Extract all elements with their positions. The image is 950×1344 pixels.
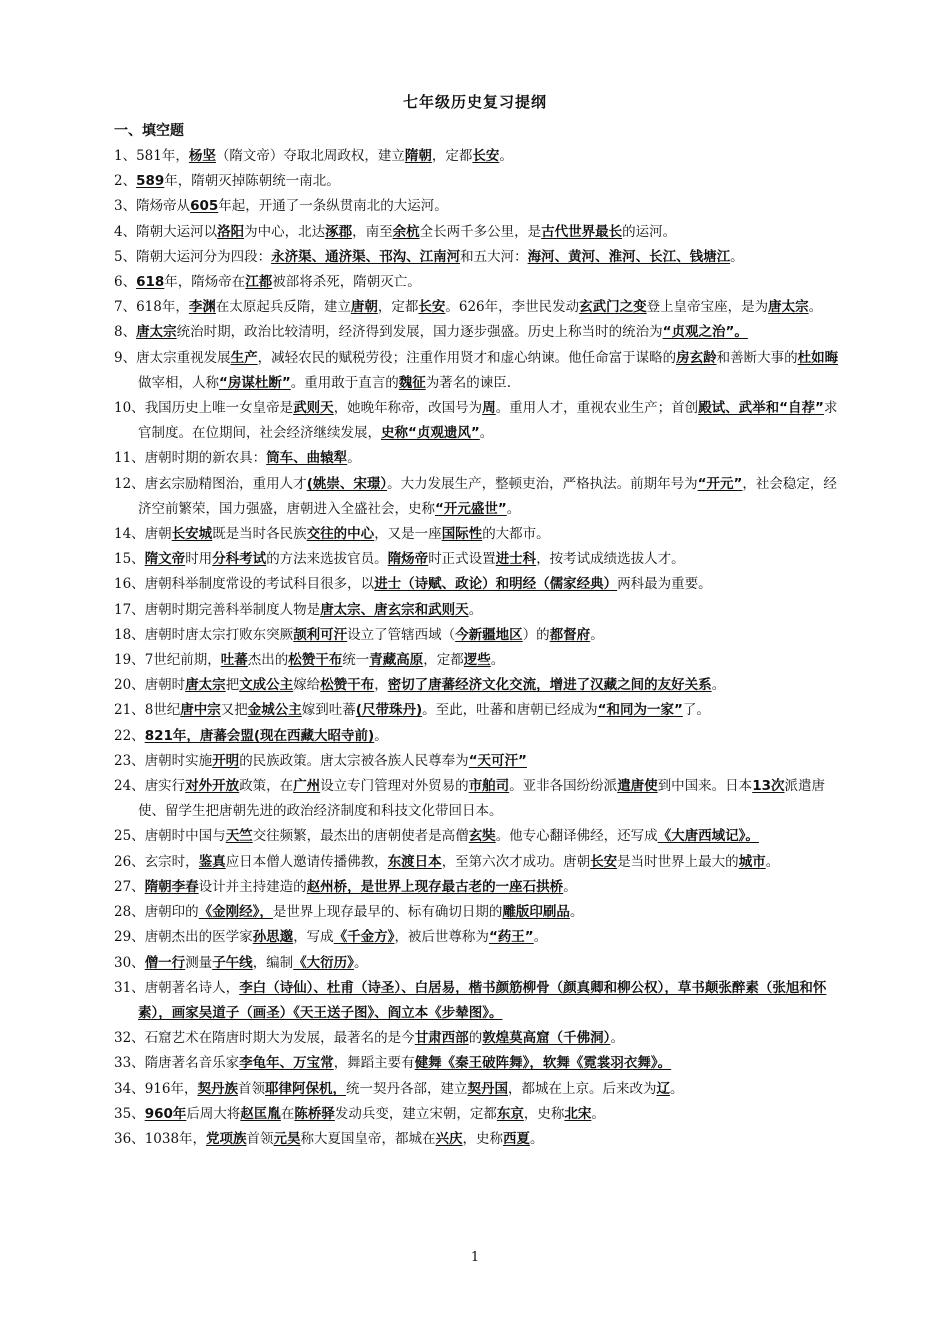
answer-text: 古代世界最长	[541, 223, 623, 240]
answer-text: 敦煌莫高窟（千佛洞）	[482, 1030, 611, 1047]
list-item	[114, 396, 839, 446]
answer-text: 魏征	[398, 374, 426, 391]
answer-text: 陈桥驿	[294, 1105, 335, 1122]
question-text: 发动兵变，建立宋朝，定都	[334, 1105, 497, 1122]
list-item	[114, 346, 839, 396]
question-text: 。	[490, 652, 505, 669]
question-text: ，减轻农民的赋税劳役；注重作用贤才和虚心纳谏。他任命富于谋略的	[257, 349, 677, 366]
question-text: 为著名的谏臣.	[425, 374, 512, 391]
question-text: ，都城在上京。后来改为	[507, 1080, 657, 1097]
answer-text: 对外开放	[185, 778, 240, 795]
question-text: 唐实行	[144, 778, 186, 795]
answer-text: 长安	[418, 299, 446, 316]
item-number: 24、	[114, 778, 145, 795]
list-item	[114, 1051, 839, 1076]
question-text: 应日本僧人邀请传播佛教，	[225, 853, 388, 870]
item-number: 19、	[114, 652, 145, 669]
question-text: 8世纪	[144, 702, 181, 719]
question-text: 为中心，北达	[244, 223, 326, 240]
list-item	[114, 976, 839, 1026]
item-number: 26、	[114, 853, 145, 870]
list-item	[114, 749, 839, 774]
answer-text: 开明	[212, 752, 240, 769]
answer-text: 天竺	[225, 828, 253, 845]
question-text: 首领	[237, 1080, 265, 1097]
question-text: 916年，	[144, 1080, 198, 1097]
item-number: 23、	[114, 752, 145, 769]
item-number: 34、	[114, 1080, 145, 1097]
question-text: 。	[669, 1080, 684, 1097]
question-text: 嫁给	[293, 677, 321, 694]
question-text: ，定都	[423, 652, 464, 669]
answer-text: “开元盛世”	[435, 500, 507, 517]
question-text: 唐朝时	[144, 677, 186, 694]
question-text: 是当时世界上最大的	[617, 853, 739, 870]
answer-text: 杨坚	[188, 148, 216, 164]
answer-text: 玄武门之变	[579, 299, 647, 316]
question-text: ，社会稳定，经济空前繁荣，国力强盛，唐朝进入全盛社会，史称	[138, 475, 837, 517]
item-number: 3、	[114, 198, 137, 215]
answer-text: 国际性	[441, 526, 483, 543]
item-number: 28、	[114, 904, 145, 921]
list-item	[114, 320, 839, 345]
question-text: 设立专门管理对外贸易的	[320, 778, 469, 795]
question-text: 玄宗时，	[144, 853, 199, 870]
answer-text: 隋朝	[144, 878, 172, 895]
question-text: 是世界上现存最早的、标有确切日期的	[272, 904, 503, 921]
answer-text: 兴庆	[435, 1130, 463, 1147]
item-number: 17、	[114, 601, 145, 618]
answer-text: 13次	[752, 778, 785, 795]
answer-text: 逻些	[463, 652, 491, 669]
question-text: （隋文帝）夺取北周政权，建立	[215, 148, 405, 164]
list-item	[114, 724, 839, 749]
section-heading: 一、填空题	[114, 123, 184, 139]
answer-text: 广州	[293, 778, 321, 795]
item-number: 33、	[114, 1055, 145, 1072]
question-text: 唐玄宗励精图治，重用人才	[144, 475, 307, 492]
question-text: 派遣唐使、留学生把唐朝先进的政治经济制度和科技文化带回日本。	[138, 778, 825, 820]
answer-text: 隋朝	[404, 148, 432, 164]
question-text: 称大夏国皇帝，都城在	[300, 1130, 436, 1147]
question-text: 既是当时各民族	[212, 526, 307, 543]
question-text: 。亚非各国纷纷派	[509, 778, 618, 795]
question-text: ，又是一座	[374, 526, 442, 543]
question-text: 把	[225, 677, 240, 694]
question-text: 。	[765, 853, 780, 870]
question-text: 时用	[185, 551, 213, 568]
answer-text: 《大衍历》	[293, 954, 354, 971]
item-number: 22、	[114, 727, 145, 744]
list-item	[114, 169, 839, 194]
question-text: 唐太宗重视发展	[136, 349, 231, 366]
answer-text: 唐太宗	[136, 324, 177, 341]
list-item	[114, 824, 839, 849]
question-text: 全长两千多公里，是	[419, 223, 542, 240]
answer-text: 生产	[230, 349, 258, 366]
question-text: 嫁到吐蕃	[301, 702, 356, 719]
question-text: ，	[374, 677, 388, 694]
answer-text: 东京	[496, 1105, 524, 1122]
list-item	[114, 1077, 839, 1102]
answer-text: 武则天	[293, 400, 334, 417]
question-text: 做宰相，人称	[138, 374, 219, 391]
list-item	[114, 900, 839, 925]
answer-text: 唐中宗	[180, 702, 221, 719]
question-text: 。	[711, 677, 726, 694]
answer-text: 鉴真	[198, 853, 226, 870]
page-title: 七年级历史复习提纲	[402, 93, 547, 111]
item-number: 21、	[114, 702, 145, 719]
question-text: 和善断大事的	[716, 349, 798, 366]
question-text: 隋朝大运河分为四段：	[136, 248, 272, 265]
answer-text: 洛阳	[217, 223, 245, 240]
question-text: 。	[468, 601, 483, 618]
answer-text: 唐朝	[350, 299, 378, 316]
question-text: 。	[730, 248, 744, 265]
answer-text: 僧一行	[144, 954, 186, 971]
answer-text: 李渊	[188, 299, 216, 316]
answer-text: 青藏高原	[369, 652, 424, 669]
answer-text: 涿郡	[325, 223, 353, 240]
answer-text: 589	[136, 173, 165, 190]
list-item	[114, 1026, 839, 1051]
answer-text: 筒车、曲辕犁	[266, 450, 348, 467]
answer-text: 长安	[472, 148, 500, 164]
question-text: ，定都	[377, 299, 419, 316]
question-text: 。	[808, 299, 823, 316]
question-text: 石窟艺术在隋唐时期大为发展，最著名的是今	[144, 1030, 415, 1047]
item-number: 20、	[114, 677, 145, 694]
question-text: 7世纪前期，	[144, 652, 221, 669]
question-text: 到中国来。日本	[657, 778, 753, 795]
answer-text: 房玄龄	[676, 349, 717, 366]
answer-text: 元昊	[273, 1130, 301, 1147]
item-number: 18、	[114, 626, 145, 643]
question-text: ，至第六次才成功。唐朝	[441, 853, 591, 870]
list-item	[114, 598, 839, 623]
answer-text: 618	[136, 274, 165, 291]
item-number: 7、	[114, 299, 137, 316]
question-text: 。重用敢于直言的	[290, 374, 399, 391]
answer-text: 进士（诗赋、政论）和明经（儒家经典）	[374, 576, 618, 593]
question-text: 统治时期，政治比较清明，经济得到发展，国力逐步强盛。历史上称当时的统治为	[176, 324, 663, 341]
question-text: 首领	[246, 1130, 274, 1147]
question-text: 618年，	[136, 299, 189, 316]
answer-text: 北宋	[564, 1105, 592, 1122]
item-number: 35、	[114, 1105, 145, 1122]
answer-text: 城市	[738, 853, 766, 870]
list-item	[114, 698, 839, 723]
item-number: 11、	[114, 450, 145, 467]
question-text: 和五大河：	[460, 248, 528, 265]
answer-text: 今新疆地区	[455, 626, 523, 643]
question-text: 的大都市。	[482, 526, 550, 543]
answer-text: “贞观之治”。	[662, 324, 748, 341]
answer-text: 契丹国	[467, 1080, 508, 1097]
answer-text: 密切了唐蕃经济文化交流，增进了汉藏之间的友好关系	[387, 677, 712, 694]
question-text: 隋朝大运河以	[136, 223, 218, 240]
question-text: ，史称	[462, 1130, 504, 1147]
question-text: 交往频繁，最杰出的唐朝使者是高僧	[252, 828, 469, 845]
answer-text: 960年	[144, 1105, 187, 1122]
question-text: 唐朝时期完善科举制度人物是	[144, 601, 321, 618]
list-item	[114, 875, 839, 900]
question-text: 登上皇帝宝座，是为	[646, 299, 769, 316]
item-number: 30、	[114, 954, 145, 971]
item-number: 4、	[114, 223, 137, 240]
question-text: 两科最为重要。	[617, 576, 712, 593]
question-text: ，按考试成绩选拔人才。	[536, 551, 685, 568]
list-item	[114, 144, 839, 169]
question-text: 政策，在	[239, 778, 294, 795]
answer-text: 隋文帝	[144, 551, 186, 568]
answer-text: 永济渠、通济渠、邗沟、江南河	[271, 248, 461, 265]
question-text: 年，隋朝灭掉陈朝统一南北。	[164, 173, 340, 190]
question-text: 。	[353, 954, 368, 971]
question-text: 我国历史上唯一女皇帝是	[144, 400, 294, 417]
question-list	[114, 144, 839, 1152]
question-text: 唐朝时实施	[144, 752, 213, 769]
answer-text: 西夏	[503, 1130, 531, 1147]
question-text: 测量	[185, 954, 213, 971]
list-item	[114, 673, 839, 698]
item-number: 27、	[114, 878, 145, 895]
answer-text: 赵州桥，是世界上现存最古老的一座石拱桥	[306, 878, 564, 895]
question-text: 。	[347, 450, 361, 467]
question-text: 。	[569, 904, 584, 921]
question-text: 。大力发展生产，整顿吏治，严格执法。前期年号为	[387, 475, 698, 492]
list-item	[114, 472, 839, 522]
answer-text: 契丹族	[197, 1080, 238, 1097]
question-text: 唐朝	[144, 526, 172, 543]
answer-text: “开元”	[697, 475, 743, 492]
answer-text: 玄奘	[468, 828, 496, 845]
list-item	[114, 220, 839, 245]
question-text: 的民族政策。唐太宗被各族人民尊奉为	[239, 752, 469, 769]
question-text: ，定都	[431, 148, 473, 164]
question-text: 后周大将	[186, 1105, 241, 1122]
answer-text: 党项族	[206, 1130, 247, 1147]
question-text: 设立了管辖西域（	[347, 626, 456, 643]
item-number: 12、	[114, 475, 145, 492]
answer-text: 江都	[245, 274, 273, 291]
list-item	[114, 547, 839, 572]
question-text: 。	[506, 500, 521, 517]
item-number: 16、	[114, 576, 145, 593]
item-number: 14、	[114, 526, 145, 543]
answer-text: 健舞《秦王破阵舞》，软舞《霓裳羽衣舞》。	[414, 1055, 672, 1072]
question-text: 统一	[342, 652, 370, 669]
question-text: ，被后世尊称为	[394, 929, 489, 946]
question-text: 隋唐著名音乐家	[144, 1055, 240, 1072]
item-number: 6、	[114, 274, 137, 291]
question-text: ，史称	[523, 1105, 565, 1122]
answer-text: 周	[482, 400, 496, 417]
question-text: ，南至	[352, 223, 393, 240]
question-text: 在	[280, 1105, 295, 1122]
answer-text: 长安	[590, 853, 618, 870]
question-text: 。	[479, 425, 494, 442]
list-item	[114, 1102, 839, 1127]
question-text: ，写成	[293, 929, 334, 946]
answer-text: 吐蕃	[220, 652, 248, 669]
answer-text: 分科考试	[212, 551, 267, 568]
question-text: 被部将杀死，隋朝灭亡。	[272, 274, 421, 291]
answer-text: 、白居易，楷书颜筋柳骨（颜真卿和柳公权），草书颠张醉素（张旭和怀素），画家吴道子（画圣）《天王送子图》、阎立本《步辇图》。	[138, 979, 827, 1021]
question-text: 统一契丹各部，建立	[345, 1080, 468, 1097]
question-text: 。他专心翻译佛经，还写成	[495, 828, 658, 845]
question-text: 唐朝时期的新农具：	[144, 450, 267, 467]
answer-text: 《千金方》	[333, 929, 395, 946]
answer-text: 唐太宗、唐玄宗和武则天	[320, 601, 469, 618]
answer-text: 李白（诗仙）、杜甫（诗圣）	[239, 979, 402, 996]
question-text: ，她晚年称帝，改国号为	[333, 400, 483, 417]
list-item	[114, 446, 839, 471]
answer-text: 唐太宗	[768, 299, 809, 316]
question-text: 。	[533, 929, 548, 946]
list-item	[114, 270, 839, 295]
list-item	[114, 295, 839, 320]
answer-text: 松赞干布	[288, 652, 343, 669]
answer-text: 都督府	[549, 626, 591, 643]
answer-text: (姚崇、宋璟）	[306, 475, 388, 492]
answer-text: 《金刚经》，	[198, 904, 273, 921]
answer-text: 唐太宗	[185, 677, 226, 694]
question-text: 唐朝时中国与	[144, 828, 226, 845]
question-text: 唐朝时唐太宗打败东突厥	[144, 626, 294, 643]
question-text: 。	[610, 1030, 624, 1047]
list-item	[114, 850, 839, 875]
question-text: 。	[591, 1105, 605, 1122]
question-text: 年起，开通了一条纵贯南北的大运河。	[218, 198, 448, 215]
question-text: ，舞蹈主要有	[333, 1055, 415, 1072]
question-text: 。	[374, 727, 388, 744]
list-item	[114, 648, 839, 673]
list-item	[114, 951, 839, 976]
question-text: 设计并主持建造的	[198, 878, 307, 895]
answer-text: 605	[190, 198, 219, 215]
answer-text: 李春	[171, 878, 199, 895]
answer-text: 杜如晦	[797, 349, 839, 366]
item-number: 25、	[114, 828, 145, 845]
answer-text: 史称“贞观遗风”	[381, 425, 480, 442]
answer-text: “房谋杜断”	[219, 374, 291, 391]
answer-text: 雕版印刷品	[502, 904, 570, 921]
list-item	[114, 1127, 839, 1152]
question-text: ）的	[522, 626, 550, 643]
question-text: 隋炀帝从	[136, 198, 191, 215]
question-text: 1038年，	[144, 1130, 207, 1147]
answer-text: 李龟年、万宝常	[239, 1055, 334, 1072]
question-text: 唐朝印的	[144, 904, 199, 921]
answer-text: 辽	[656, 1080, 670, 1097]
answer-text: 赵匡胤	[240, 1105, 281, 1122]
question-text: 杰出的	[247, 652, 289, 669]
answer-text: 长安城	[171, 526, 213, 543]
question-text: 。重用人才，重视农业生产；首创	[495, 400, 699, 417]
answer-text: 余杭	[392, 223, 420, 240]
answer-text: 进士科	[495, 551, 537, 568]
answer-text: 颉利可汗	[293, 626, 348, 643]
question-text: 又把	[220, 702, 248, 719]
question-text: 。至此，吐蕃和唐朝已经成为	[422, 702, 598, 719]
answer-text: “药王”	[488, 929, 534, 946]
list-item	[114, 774, 839, 824]
answer-text: 子午线	[212, 954, 253, 971]
question-text: 的方法来选拔官员。	[266, 551, 388, 568]
item-number: 10、	[114, 400, 145, 417]
answer-text: 金城公主	[247, 702, 302, 719]
item-number: 29、	[114, 929, 145, 946]
question-text: 在太原起兵反隋，建立	[215, 299, 351, 316]
list-item	[114, 925, 839, 950]
question-text: 的运河。	[622, 223, 677, 240]
answer-text: 甘肃西部	[414, 1030, 469, 1047]
item-number: 9、	[114, 349, 137, 366]
list-item	[114, 572, 839, 597]
answer-text: 松赞干布	[320, 677, 375, 694]
question-text: 了。	[682, 702, 710, 719]
answer-text: 殿试、武举和“自荐”	[698, 400, 824, 417]
item-number: 8、	[114, 324, 137, 341]
answer-text: 文成公主	[239, 677, 294, 694]
list-item	[114, 623, 839, 648]
answer-text: 海河、黄河、淮河、长江、钱塘江	[527, 248, 731, 265]
question-text: 时正式设置	[428, 551, 496, 568]
question-text: 唐朝杰出的医学家	[144, 929, 253, 946]
question-text: 年，隋炀帝在	[164, 274, 246, 291]
answer-text: 821年，唐蕃会盟(现在西藏大昭寺前)	[144, 727, 375, 744]
question-text: 唐朝科举制度常设的考试科目很多，以	[144, 576, 375, 593]
answer-text: “和同为一家”	[597, 702, 683, 719]
question-text: 581年，	[136, 148, 189, 164]
list-item	[114, 522, 839, 547]
answer-text: (尺带珠丹)	[355, 702, 423, 719]
item-number: 1、	[114, 148, 137, 164]
answer-text: 交往的中心	[306, 526, 375, 543]
question-text: 求官制度。在位期间，社会经济继续发展，	[138, 400, 838, 442]
question-text: 。	[590, 626, 604, 643]
page-number: 1	[470, 1250, 480, 1265]
item-number: 32、	[114, 1030, 145, 1047]
answer-text: 东渡日本	[387, 853, 442, 870]
answer-text: 孙思邈	[252, 929, 294, 946]
list-item	[114, 194, 839, 219]
item-number: 36、	[114, 1130, 145, 1147]
answer-text: 遣唐使	[617, 778, 658, 795]
question-text: 。626年，李世民发动	[445, 299, 580, 316]
question-text: 。	[563, 878, 577, 895]
item-number: 31、	[114, 979, 145, 996]
question-text: 唐朝著名诗人，	[144, 979, 240, 996]
item-number: 15、	[114, 551, 145, 568]
answer-text: 市舶司	[468, 778, 510, 795]
list-item	[114, 245, 839, 270]
question-text: ，编制	[252, 954, 294, 971]
answer-text: 隋炀帝	[387, 551, 429, 568]
answer-text: 耶律阿保机，	[264, 1080, 346, 1097]
question-text: 的	[468, 1030, 483, 1047]
question-text: 。	[530, 1130, 544, 1147]
answer-text: “天可汗”	[468, 752, 527, 769]
question-text: 。	[499, 148, 513, 164]
item-number: 5、	[114, 248, 137, 265]
answer-text: 《大唐西域记》。	[657, 828, 759, 845]
item-number: 2、	[114, 173, 137, 190]
